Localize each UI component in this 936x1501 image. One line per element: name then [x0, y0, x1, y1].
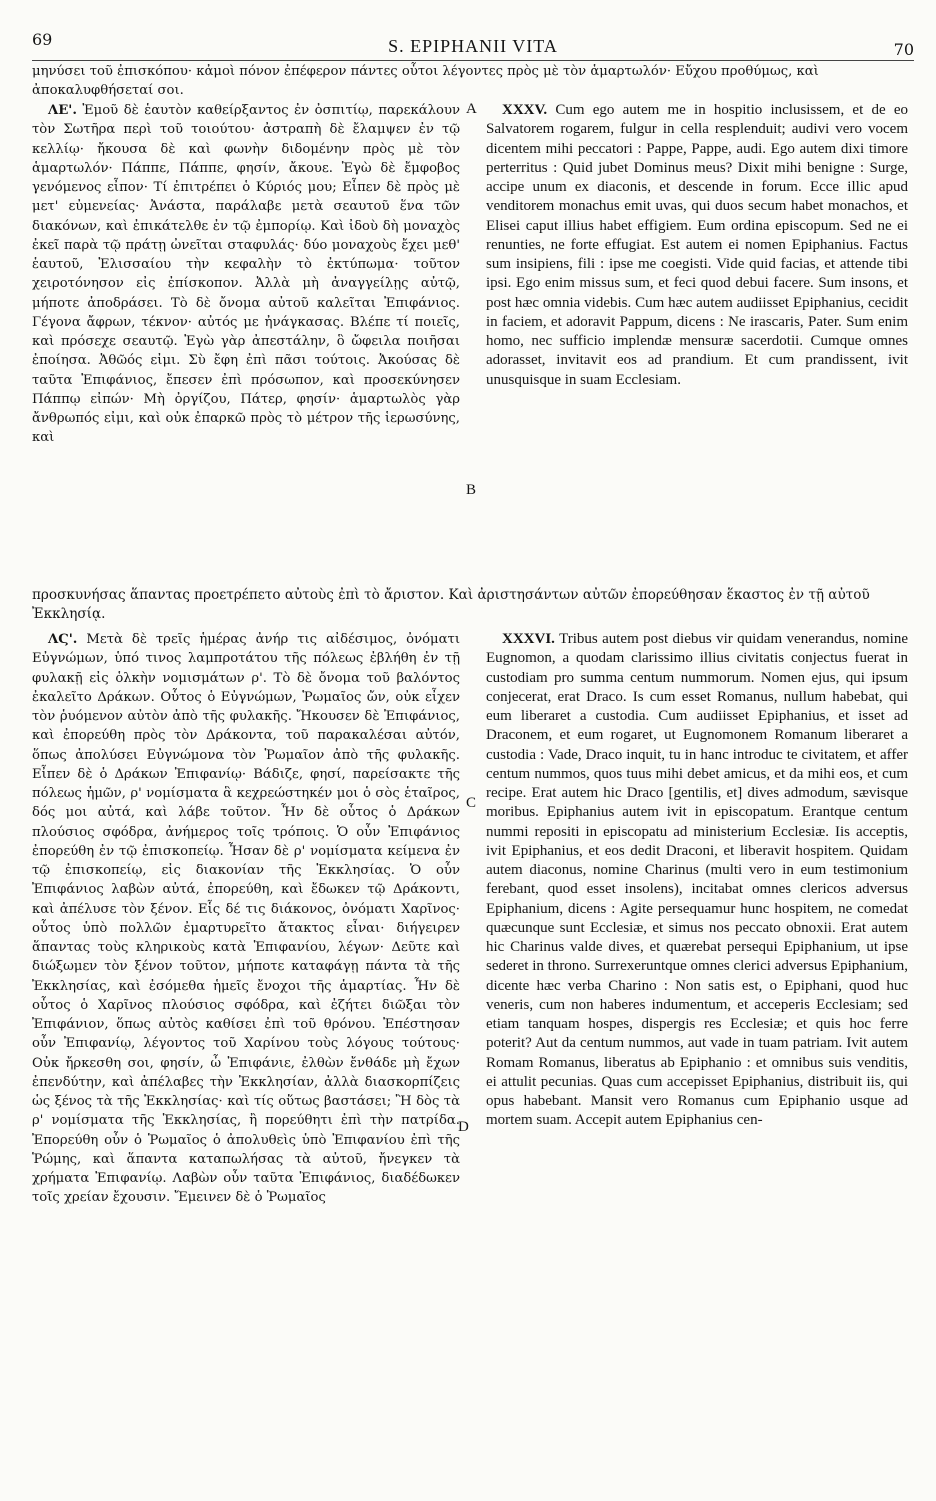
margin-letter-c: C [466, 795, 477, 811]
greek-section-number: ΛϚ'. [48, 632, 78, 647]
greek-text: Ἐμοῦ δὲ ἑαυτὸν καθείρξαντος ἐν ὀσπιτίῳ, παρεκάλουν τὸν Σωτῆρα περὶ τοῦ τοιούτου· ἀστραπὴ δὲ ἔλαμψεν ἐν τῷ κελλίῳ· ἤκουσα δὲ καὶ φωνὴν διδομένην πρὸς μὲ τὸν ἁμαρτωλόν· Πάππε, Πάππε, φησίν, ἄκουε. Ἐγὼ δὲ ἔμφοβος γενόμενος εἶπον· Τί ἐπιτρέπει ὁ Κύριός μου; Εἶπεν δὲ πρὸς μὲ μετ' εὐμενείας· Ἀνάστα, παράλαβε μετὰ σεαυτοῦ ἕνα τῶν διακόνων, καὶ ἐπικάτελθε ἐν τῷ ἐμπορίῳ. Καὶ ἰδοὺ δὴ μοναχὸς ἐκεῖ παρὰ τῷ πράτῃ ὠνεῖται σταφυλάς· δύο μοναχοὺς ἔχει μεθ' ἑαυτοῦ, Ἐλισσαίου τὴν κεφαλὴν τὸ ἐκτύπωμα· τοῦτον χειροτόνησον εἰς ἐπίσκοπον. Ἀλλὰ μὴ ἀναγγείλῃς αὐτῷ, μήποτε ἀποδράσει. Τὸ δὲ ὄνομα αὐτοῦ καλεῖται Ἐπιφάνιος. Γέγονα ἄφρων, τέκνον· αὐτός με ἠνάγκασας. Βλέπε τί ποιεῖς, καὶ πρόσεχε σεαυτῷ. Ἐγὼ γὰρ ἀπεστάλην, ὃ ὤφειλα ποιῆσαι ἐποίησα. Ἀθῶός εἰμι. Σὺ ἔφη ἐπὶ πᾶσι τούτοις. Ἀκούσας δὲ ταῦτα Ἐπιφάνιος, ἔπεσεν ἐπὶ πρόσωπον, καὶ προσεκύνησεν Πάππῳ εἰπών· Μὴ ὀργίζου, Πάτερ, φησίν· ἁμαρτωλὸς γὰρ ἄνθρωπός εἰμι, καὶ οὐκ ἐπαρκῶ πρὸς τὸ μέτρον τῆς ἱερωσύνης, καὶ [32, 103, 460, 446]
greek-continuation: μηνύσει τοῦ ἐπισκόπου· κἀμοὶ πόνον ἐπέφερον πάντες οὗτοι λέγοντες πρὸς μὲ τὸν ἁμαρτωλόν· Εὔχου προθύμως, καὶ ἀποκαλυφθήσεταί σοι. [32, 64, 819, 99]
page-number-left: 69 [32, 30, 53, 49]
running-header [32, 30, 914, 60]
page-number-right: 70 [893, 40, 914, 59]
latin-section-number: XXXV. [502, 102, 548, 118]
latin-column-section-35 [486, 101, 908, 581]
latin-section-number: XXXVI. [502, 631, 555, 647]
margin-letter-d: D [458, 1119, 469, 1135]
greek-column-section-36 [32, 630, 460, 1490]
greek-text: Μετὰ δὲ τρεῖς ἡμέρας ἀνήρ τις αἰδέσιμος, ὀνόματι Εὐγνώμων, ὑπό τινος λαμπροτάτου τῆς πόλεως ἐβλήθη ἐν τῇ φυλακῇ εἰς ὁλκὴν νομισμάτων ρ'. Τὸ δὲ ὄνομα τοῦ βαλόντος ἐκαλεῖτο Δράκων. Οὗτος ὁ Εὐγνώμων, Ῥωμαῖος ὤν, οὐκ εἶχεν τὸν ῥυόμενον αὐτὸν ἀπὸ τῆς φυλακῆς. Ἤκουσεν δὲ Ἐπιφάνιος, καὶ ἐπορεύθη πρὸς τὸν Δράκοντα, τοῦ παρακαλέσαι αὐτόν, ὅπως ἀπολύσει Εὐγνώμονα τὸν Ῥωμαῖον ἀπὸ τῆς φυλακῆς. Εἶπεν δὲ ὁ Δράκων Ἐπιφανίῳ· Βάδιζε, φησί, παρείσακτε τῆς πόλεως ἡμῶν, ρ' νομίσματα ἃ κεχρεώστηκέν μοι ὁ σὸς ἑταῖρος, δός μοι αὐτά, καὶ λάβε τοῦτον. Ἦν δὲ οὗτος ὁ Δράκων πλούσιος σφόδρα, ἀνήμερος τοῖς τρόποις. Ὁ οὖν Ἐπιφάνιος ἐπορεύθη ἐν τῷ ἐπισκοπείῳ. Ἦσαν δὲ ρ' νομίσματα κείμενα ἐν τῷ ἐπισκοπείῳ, εἰς διακονίαν τῆς Ἐκκλησίας. Ὁ οὖν Ἐπιφάνιος λαβὼν αὐτά, ἐπορεύθη, καὶ ἔδωκεν τῷ Δράκοντι, καὶ ἀπέλυσε τὸν ξένον. Εἷς δέ τις διάκονος, ὀνόματι Χαρῖνος· οὗτος ὑπὸ πολλῶν ἐμαρτυρεῖτο ἄτακτος εἶναι· διήγειρεν ἅπαντας τοὺς κληρικοὺς κατὰ Ἐπιφανίου, λέγων· Δεῦτε καὶ διώξωμεν τὸν ξένον τοῦτον, μήποτε καταφάγῃ πάντα τὰ τῆς Ἐκκλησίας, καὶ ἐσόμεθα ἡμεῖς ἔνοχοι τῆς ἁμαρτίας. Ἦν δὲ οὗτος ὁ Χαρῖνος πλούσιος σφόδρα, καὶ ἐζήτει διῶξαι τὸν Ἐπιφάνιον, ὅπως αὐτὸς καθίσει ἐπὶ τοῦ θρόνου. Ἐπέστησαν οὖν Ἐπιφανίῳ, λέγοντος τοῦ Χαρίνου τοὺς λόγους τούτους· Οὐκ ἤρκεσθη σοι, φησίν, ὦ Ἐπιφάνιε, ἐλθὼν ἔνθάδε μὴ ἔχων ἐπενδύτην, καὶ ἀπέλαβες τὴν Ἐκκλησίαν, ἀλλὰ διασκορπίζεις ὡς ξένος τὰ τῆς Ἐκκλησίας· καὶ τίς οὕτως βαστάσει; Ἢ δὸς τὰ ρ' νομίσματα τῆς Ἐκκλησίας, ἢ πορεύθητι ἐπὶ τὴν πατρίδα. Ἐπορεύθη οὖν ὁ Ῥωμαῖος ὁ ἀπολυθεὶς ὑπὸ Ἐπιφανίου ἐπὶ τῆς Ῥώμης, καὶ ἅπαντα καταπωλήσας τὰ αὐτοῦ, ἤνεγκεν τὰ χρήματα Ἐπιφανίῳ. Λαβὼν οὖν ταῦτα Ἐπιφάνιος, διαδέδωκεν τοῖς χρείαν ἔχουσιν. Ἔμεινεν δὲ ὁ Ῥωμαῖος [32, 632, 460, 1206]
latin-text: Cum ego autem me in hospitio inclusissem, et de eo Salvatorem rogarem, fulgur in cella resplenduit; audivi vero vocem dicentem mihi peccatori : Pappe, Pappe, audi. Ego autem dixi timore perterritus : Quid jubet Dominus meus? Dixit mihi benigne : Surge, accipe unum ex diaconis, et descende in forum. Ecce illic apud venditorem monachus emit uvas, qui duos secum habet monachos, et Elisei caput illius habet effigiem. Eum ordina episcopum. Sed ne ei renunties, ne forte effugiat. Est autem ei nomen Epiphanius. Factus sum insipiens, fili : ipse me coegisti. Vide quid facias, et attende tibi ipsi. Ego enim missus sum, et feci quod debui facere. Sum insons, et post hæc omnia videbis. Cum hæc autem audiisset Epiphanius, cecidit in faciem, et adoravit Pappum, dicens : Ne irascaris, Pater. Sum enim homo, nec sufficio implendæ mensuræ sacerdotii. Cumque omnes adorasset, invitavit eos ad prandium. Et cum prandissent, ivit unusquisque in suam Ecclesiam. [486, 102, 908, 388]
greek-section-number: ΛΕ'. [48, 103, 77, 118]
latin-text: Tribus autem post diebus vir quidam venerandus, nomine Eugnomon, a quodam clarissimo illius civitatis conjectus fuerat in custodiam pro summa centum nummorum. Nomen ejus, qui ipsum conjecerat, erat Draco. Is cum esset Romanus, nullum habebat, qui eum liberaret a custodia. Cum audiisset Epiphanius, et isset ad Draconem, et eum rogaret, ut Eugnomonem Romanum liberaret a custodia : Vade, Draco inquit, tu in hanc introduc te civitatem, et affer centum nummos, quos tuus mihi debet amicus, et da mihi eos, et cum recipe. Erat autem hic Draco [gentilis, et] dives admodum, sævisque moribus. Epiphanius autem ivit in episcopatum. Erantque centum nummi repositi in episcopatu ad ministerium Ecclesiæ. Iis acceptis, ivit Epiphanius, et eos dedit Draconi, et liberavit hospitem. Quidam autem diaconus, nomine Charinus (multi vero in eum testimonium ferebant, quod esset insolens), incitabat omnes clericos adversus Epiphanium, dicens : Agite persequamur hunc hospitem, ne comedat quæcunque sunt Ecclesiæ, et simus nos peccato obnoxii. Erat autem hic Charinus valde dives, et quærebat persequi Epiphanium, ut ipse sederet in throno. Surrexeruntque omnes clerici adversus Epiphanium, dicente hæc verba Charino : Non satis est, o Epiphani, quod huc veneris, cum non haberes indumentum, et acceperis Ecclesiam; sed etiam tanquam hospes, dispergis res Ecclesiæ; et quis hoc ferre poterit? Aut da centum nummos, aut vade in tuam patriam. Ivit autem Romam Romanus, liberatus ab Epiphanio : et omnibus suis venditis, ei attulit pecunias. Quas cum accepisset Epiphanius, distribuit iis, qui opus habebant. Mansit vero Romanus cum Epiphanio usque ad mortem suam. Accepit autem Epiphanius cen- [486, 631, 908, 1129]
greek-section-35-tail: προσκυνήσας ἅπαντας προετρέπετο αὐτοὺς ἐπὶ τὸ ἄριστον. Καὶ ἀριστησάντων αὐτῶν ἐπορεύθησαν ἕκαστος ἐν τῇ αὐτοῦ Ἐκκλησίᾳ. [32, 587, 870, 623]
margin-letter-a: A [466, 101, 477, 117]
greek-column-section-35 [32, 101, 460, 581]
margin-letter-b: B [466, 482, 477, 498]
latin-column-section-36 [486, 630, 908, 1490]
header-rule [32, 60, 914, 61]
running-title: S. EPIPHANII VITA [388, 36, 558, 56]
